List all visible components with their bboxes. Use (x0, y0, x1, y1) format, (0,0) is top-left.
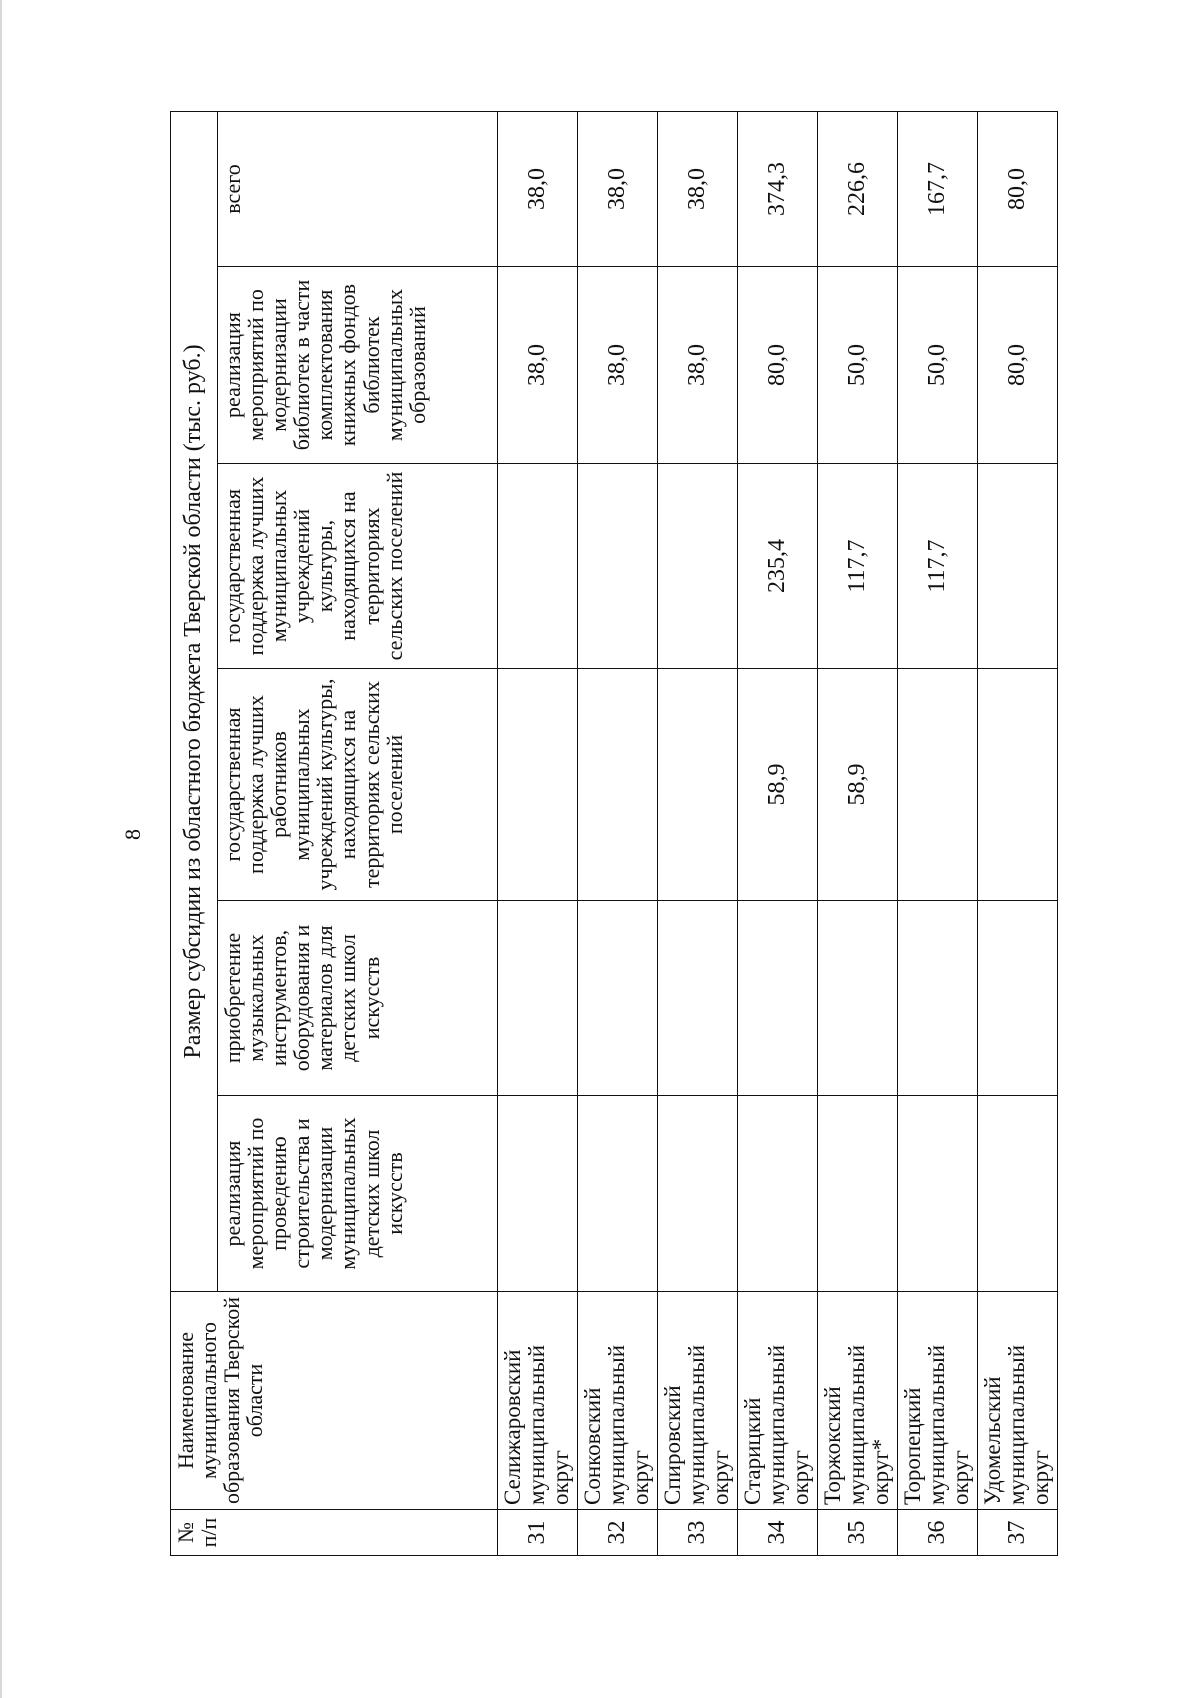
column-header-3: государственная поддержка лучших работников муниципальных учреждений культуры, находящихся на территориях сельских поселений (218, 669, 498, 901)
row-index: 34 (738, 1510, 818, 1556)
cell-value: 80,0 (738, 267, 818, 464)
cell-total: 226,6 (818, 112, 898, 267)
cell-value (578, 669, 658, 901)
table-row (658, 112, 738, 1556)
table-row (898, 112, 978, 1556)
cell-value (978, 901, 1058, 1096)
cell-total: 167,7 (898, 112, 978, 267)
cell-value: 38,0 (578, 267, 658, 464)
rotated-table-container (170, 112, 1058, 1556)
table-row (818, 112, 898, 1556)
page-number: 8 (120, 829, 145, 840)
cell-value: 58,9 (738, 669, 818, 901)
table-row (578, 112, 658, 1556)
cell-value: 80,0 (978, 267, 1058, 464)
cell-value: 117,7 (818, 464, 898, 669)
subsidy-table (170, 111, 1058, 1556)
column-header-total: всего (218, 112, 498, 267)
row-name: Спировский муниципальный округ (658, 1292, 738, 1510)
cell-value (578, 464, 658, 669)
cell-value (498, 901, 578, 1096)
column-header-2: приобретение музыкальных инструментов, оборудования и материалов для детских школ искусств (218, 901, 498, 1096)
cell-value (578, 1096, 658, 1292)
row-index: 31 (498, 1510, 578, 1556)
cell-value (738, 901, 818, 1096)
cell-value (578, 901, 658, 1096)
cell-total: 80,0 (978, 112, 1058, 267)
row-name: Селижаровский муниципальный округ (498, 1292, 578, 1510)
row-name: Старицкий муниципальный округ (738, 1292, 818, 1510)
scan-edge (0, 0, 2, 1698)
cell-value (978, 669, 1058, 901)
index-header: № п/п (171, 1510, 498, 1556)
cell-value (498, 464, 578, 669)
row-name: Удомельский муниципальный округ (978, 1292, 1058, 1510)
cell-value (818, 1096, 898, 1292)
cell-value: 38,0 (498, 267, 578, 464)
table-row (978, 112, 1058, 1556)
cell-value (898, 901, 978, 1096)
row-index: 36 (898, 1510, 978, 1556)
table-row (498, 112, 578, 1556)
cell-total: 38,0 (658, 112, 738, 267)
column-header-5: реализация мероприятий по модернизации библиотек в части комплектования книжных фондов библиотек муниципальных образований (218, 267, 498, 464)
name-header: Наименование муниципального образования Тверской области (171, 1292, 498, 1510)
row-index: 32 (578, 1510, 658, 1556)
cell-value: 38,0 (658, 267, 738, 464)
cell-value: 50,0 (818, 267, 898, 464)
row-name: Торжокский муниципальный округ* (818, 1292, 898, 1510)
cell-value: 50,0 (898, 267, 978, 464)
row-index: 33 (658, 1510, 738, 1556)
cell-value (978, 1096, 1058, 1292)
header-row-1 (171, 112, 218, 1556)
column-header-1: реализация мероприятий по проведению строительства и модернизации муниципальных детских школ искусств (218, 1096, 498, 1292)
cell-value (978, 464, 1058, 669)
column-header-4: государственная поддержка лучших муниципальных учреждений культуры, находящихся на территориях сельских поселений (218, 464, 498, 669)
table-row (738, 112, 818, 1556)
cell-value (498, 1096, 578, 1292)
cell-value (898, 1096, 978, 1292)
cell-value (898, 669, 978, 901)
cell-value: 58,9 (818, 669, 898, 901)
cell-value (658, 464, 738, 669)
cell-value (818, 901, 898, 1096)
cell-total: 374,3 (738, 112, 818, 267)
cell-total: 38,0 (498, 112, 578, 267)
cell-value (658, 901, 738, 1096)
cell-value: 117,7 (898, 464, 978, 669)
row-name: Торопецкий муниципальный округ (898, 1292, 978, 1510)
cell-value: 235,4 (738, 464, 818, 669)
subsidy-group-header: Размер субсидии из областного бюджета Тверской области (тыс. руб.) (171, 112, 218, 1292)
cell-value (498, 669, 578, 901)
cell-total: 38,0 (578, 112, 658, 267)
row-name: Сонковский муниципальный округ (578, 1292, 658, 1510)
row-index: 35 (818, 1510, 898, 1556)
cell-value (658, 669, 738, 901)
cell-value (658, 1096, 738, 1292)
cell-value (738, 1096, 818, 1292)
row-index: 37 (978, 1510, 1058, 1556)
